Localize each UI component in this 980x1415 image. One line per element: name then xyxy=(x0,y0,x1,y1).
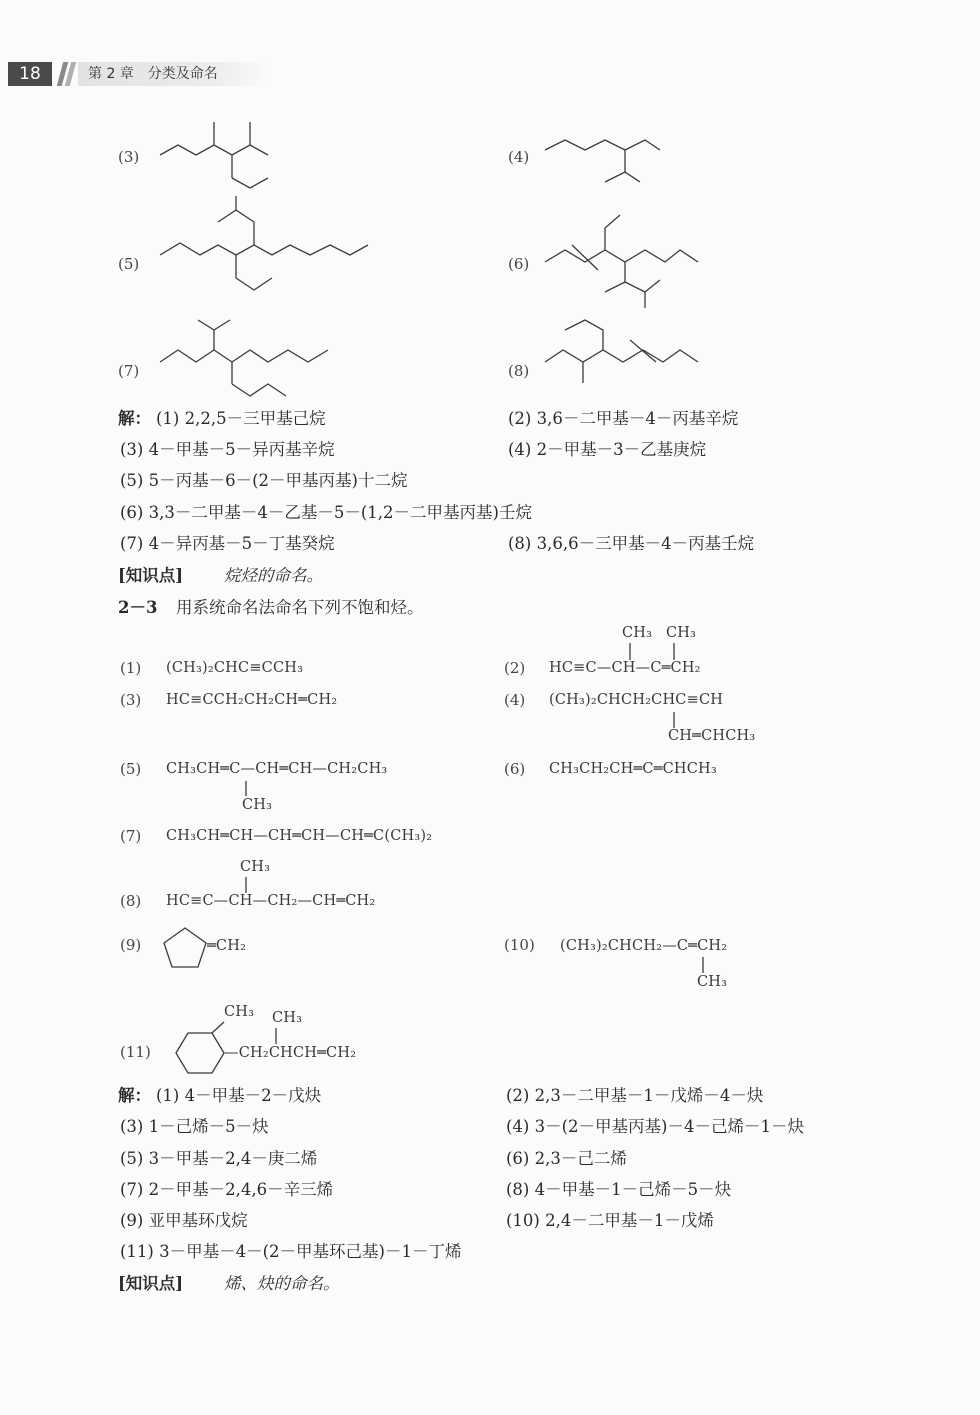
formula-10-substituent: CH₃ xyxy=(697,974,728,990)
knowledge-label: [知识点] xyxy=(118,566,184,585)
structure-label-3: (3) xyxy=(118,148,140,166)
answer-item: (10) 2,4－二甲基－1－戊烯 xyxy=(506,1211,714,1230)
formula-11: —CH₂CHCH═CH₂ xyxy=(224,1045,357,1061)
answer-item: (2) 3,6－二甲基－4－丙基辛烷 xyxy=(508,409,739,428)
structure-label-5: (5) xyxy=(118,255,140,273)
answer-item: (5) 5－丙基－6－(2－甲基丙基)十二烷 xyxy=(120,471,408,490)
answer-item: (8) 3,6,6－三甲基－4－丙基壬烷 xyxy=(508,534,755,553)
formula-label-4: (4) xyxy=(504,691,526,709)
formula-label-10: (10) xyxy=(504,936,535,954)
answer-item: (2) 2,3－二甲基－1－戊烯－4－炔 xyxy=(506,1086,764,1105)
answer-item: (4) 3－(2－甲基丙基)－4－己烯－1－炔 xyxy=(506,1117,804,1136)
formula-1: (CH₃)₂CHC≡CCH₃ xyxy=(166,660,304,676)
formula-10: (CH₃)₂CHCH₂—C═CH₂ xyxy=(560,938,728,954)
formula-label-5: (5) xyxy=(120,760,142,778)
formula-8-substituent: CH₃ xyxy=(240,859,271,875)
answer-item: (4) 2－甲基－3－乙基庚烷 xyxy=(508,440,707,459)
formula-label-7: (7) xyxy=(120,827,142,845)
formula-label-11: (11) xyxy=(120,1043,151,1061)
answer-item: (1) 4－甲基－2－戊炔 xyxy=(156,1086,322,1105)
chapter-title: 第 2 章 分类及命名 xyxy=(78,62,268,86)
formula-label-3: (3) xyxy=(120,691,142,709)
formula-5-substituent: CH₃ xyxy=(242,797,273,813)
formula-7: CH₃CH═CH—CH═CH—CH═C(CH₃)₂ xyxy=(166,828,433,844)
answer-item: (6) 3,3－二甲基－4－乙基－5－(1,2－二甲基丙基)壬烷 xyxy=(120,503,532,522)
problem-prompt: 用系统命名法命名下列不饱和烃。 xyxy=(176,598,424,617)
formula-label-8: (8) xyxy=(120,892,142,910)
structure-label-8: (8) xyxy=(508,362,530,380)
knowledge-text: 烷烃的命名。 xyxy=(224,566,323,585)
knowledge-label: [知识点] xyxy=(118,1274,184,1293)
formula-5: CH₃CH═C—CH═CH—CH₂CH₃ xyxy=(166,761,388,777)
formula-11-substituent: CH₃ xyxy=(224,1004,255,1020)
answer-item: (1) 2,2,5－三甲基己烷 xyxy=(156,409,326,428)
formula-label-9: (9) xyxy=(120,936,142,954)
answer-item: (3) 4－甲基－5－异丙基辛烷 xyxy=(120,440,335,459)
formula-2: HC≡C—CH—C═CH₂ xyxy=(549,660,701,676)
knowledge-text: 烯、炔的命名。 xyxy=(224,1274,340,1293)
formula-label-1: (1) xyxy=(120,659,142,677)
answer-item: (3) 1－己烯－5－炔 xyxy=(120,1117,269,1136)
answer-item: (9) 亚甲基环戊烷 xyxy=(120,1211,248,1230)
formula-6: CH₃CH₂CH═C═CHCH₃ xyxy=(549,761,717,777)
structure-label-6: (6) xyxy=(508,255,530,273)
formula-4-substituent: CH═CHCH₃ xyxy=(668,728,756,744)
answer-prefix: 解： xyxy=(118,409,151,428)
answer-item: (7) 4－异丙基－5－丁基癸烷 xyxy=(120,534,335,553)
formula-3: HC≡CCH₂CH₂CH═CH₂ xyxy=(166,692,338,708)
formula-label-2: (2) xyxy=(504,659,526,677)
formula-8: HC≡C—CH—CH₂—CH═CH₂ xyxy=(166,893,376,909)
answer-item: (5) 3－甲基－2,4－庚二烯 xyxy=(120,1149,318,1168)
answer-item: (7) 2－甲基－2,4,6－辛三烯 xyxy=(120,1180,334,1199)
answer-item: (6) 2,3－己二烯 xyxy=(506,1149,627,1168)
page-number: 18 xyxy=(8,62,52,86)
formula-11-substituent: CH₃ xyxy=(272,1010,303,1026)
structure-label-4: (4) xyxy=(508,148,530,166)
formula-label-6: (6) xyxy=(504,760,526,778)
formula-2-substituent: CH₃ xyxy=(622,625,653,641)
formula-9: ═CH₂ xyxy=(207,938,247,954)
answer-item: (8) 4－甲基－1－己烯－5－炔 xyxy=(506,1180,732,1199)
answer-prefix: 解： xyxy=(118,1086,151,1105)
formula-2-substituent: CH₃ xyxy=(666,625,697,641)
answer-item: (11) 3－甲基－4－(2－甲基环己基)－1－丁烯 xyxy=(120,1242,462,1261)
problem-number: 2－3 xyxy=(118,598,158,617)
formula-4: (CH₃)₂CHCH₂CHC≡CH xyxy=(549,692,724,708)
structure-label-7: (7) xyxy=(118,362,140,380)
